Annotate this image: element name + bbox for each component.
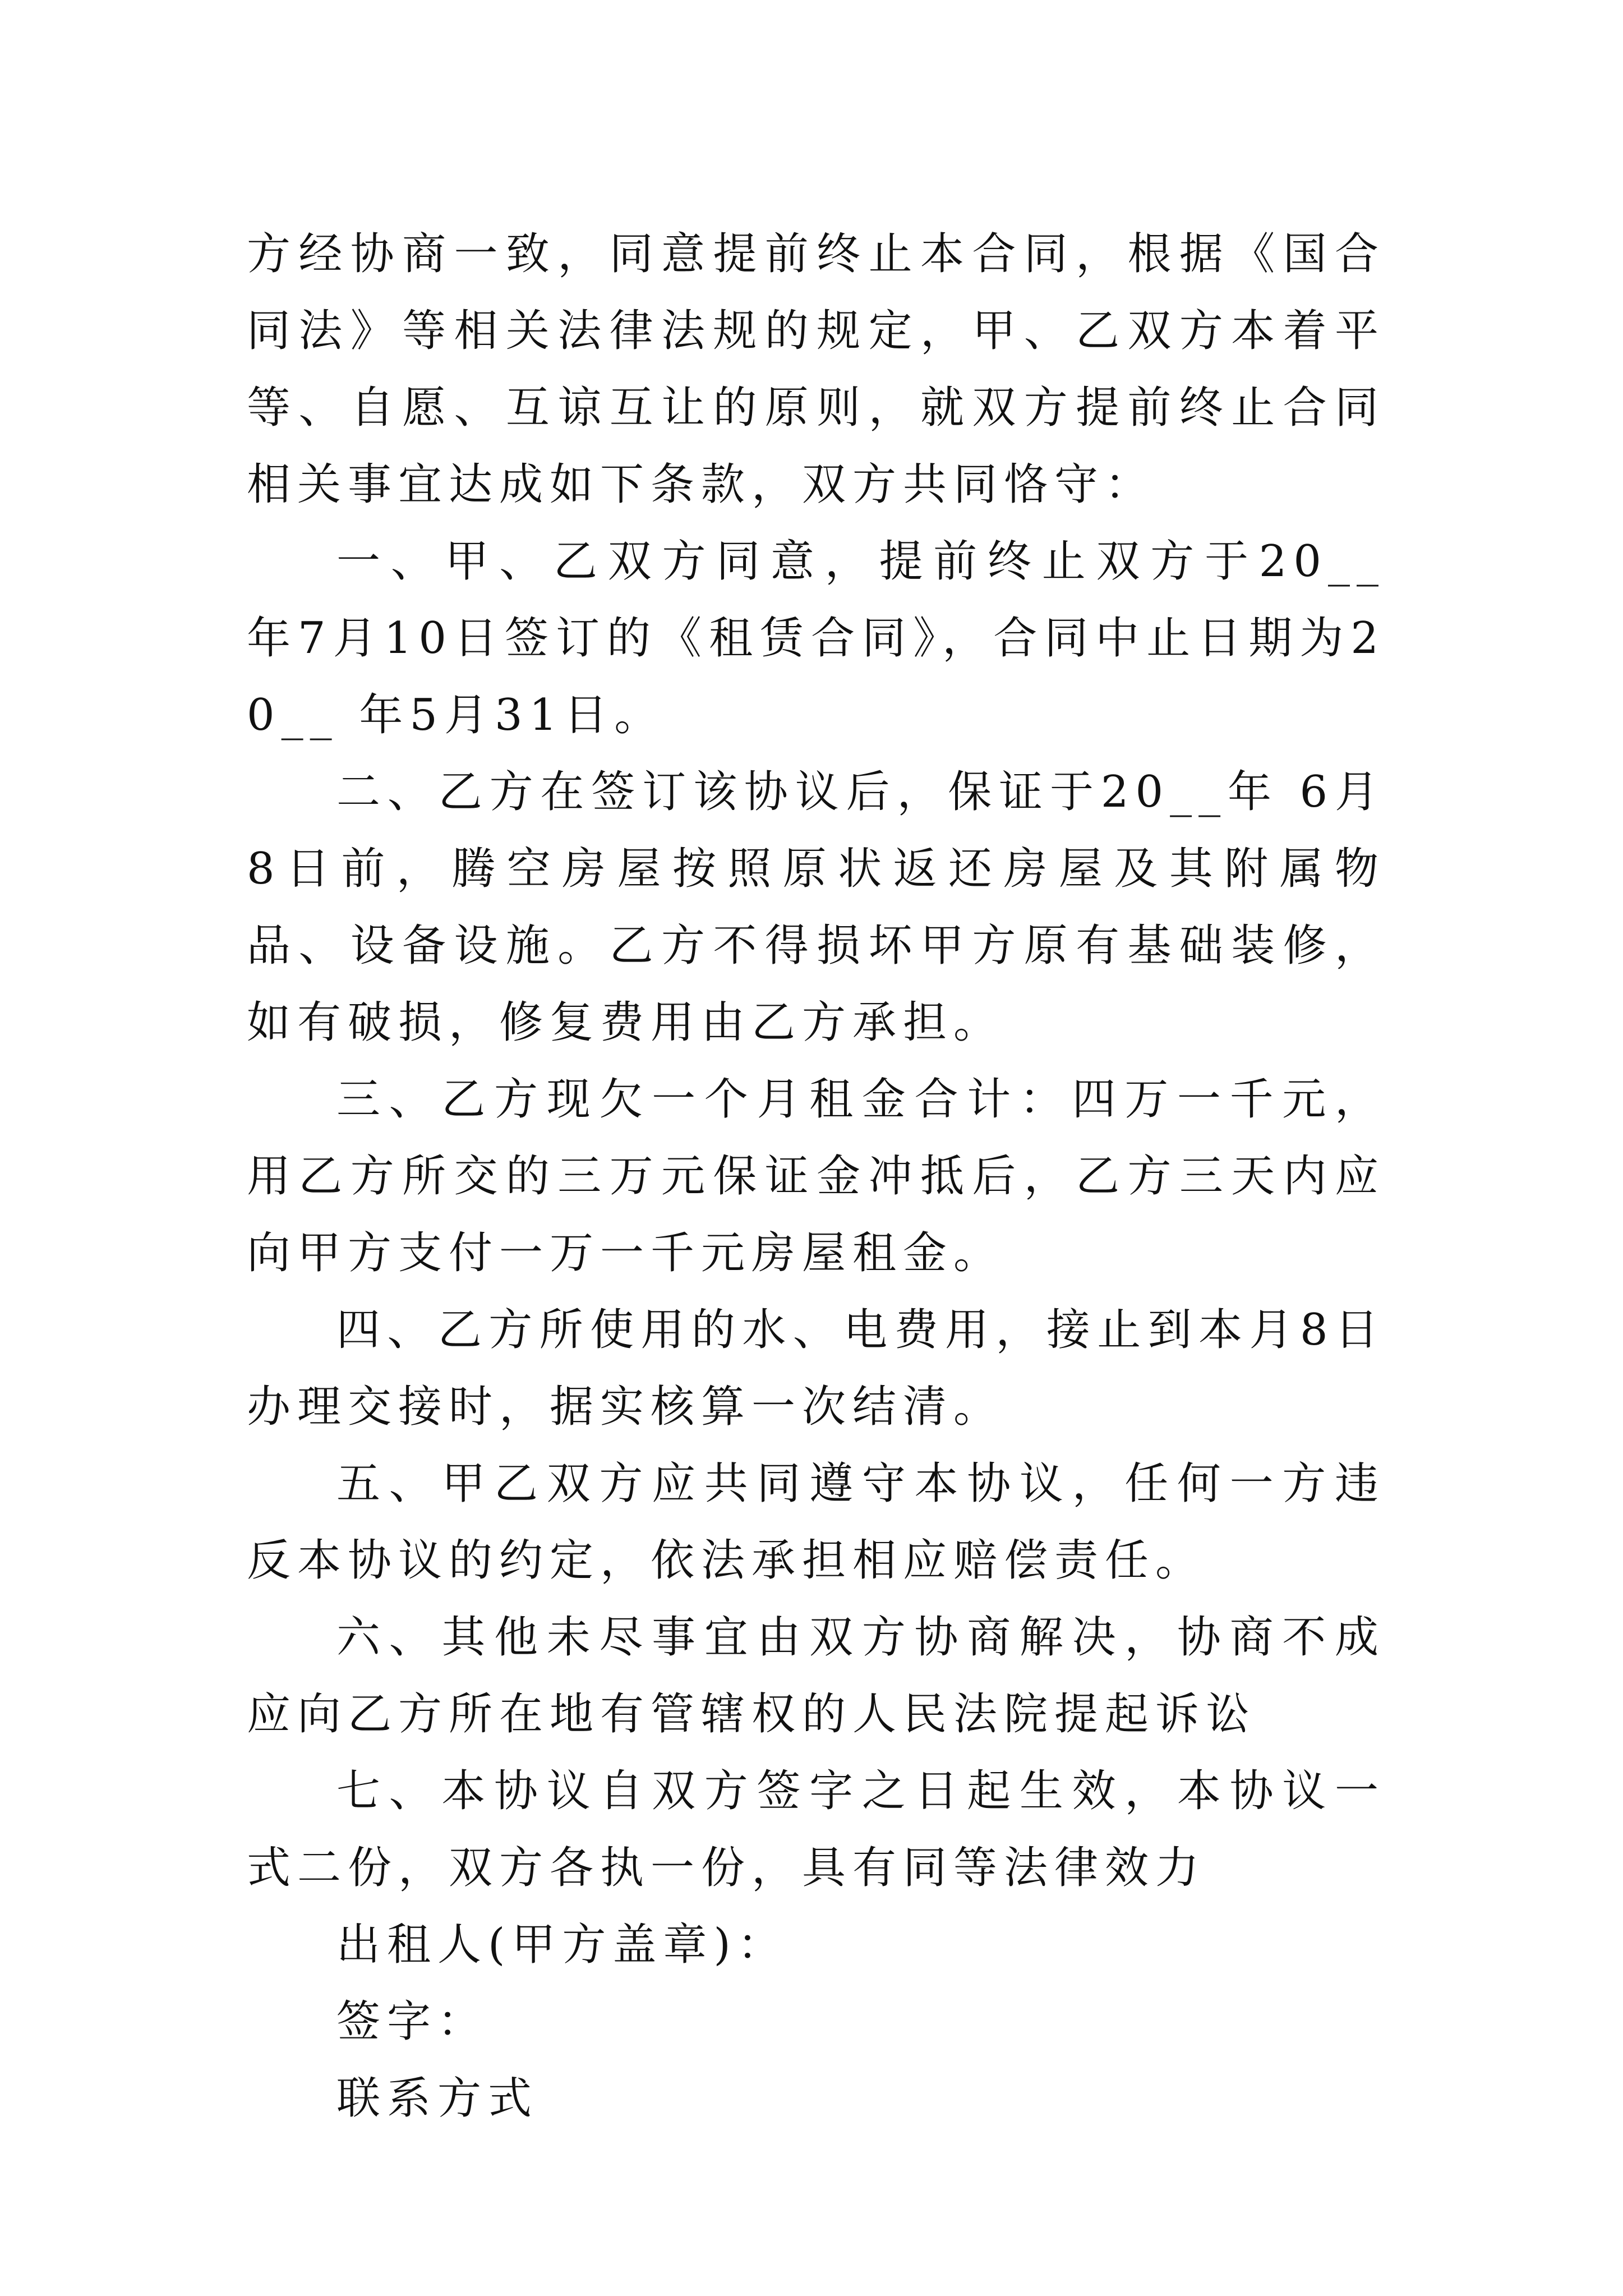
clause-5: 五、甲乙双方应共同遵守本协议，任何一方违反本协议的约定，依法承担相应赔偿责任。: [247, 1458, 1385, 1586]
clause-3: 三、乙方现欠一个月租金合计：四万一千元，用乙方所交的三万元保证金冲抵后，乙方三天内应向甲方支付一万一千元房屋租金。: [247, 1074, 1385, 1278]
intro-paragraph: 方经协商一致，同意提前终止本合同，根据《国合同法》等相关法律法规的规定，甲、乙双方本着平等、自愿、互谅互让的原则，就双方提前终止合同相关事宜达成如下条款，双方共同恪守：: [247, 229, 1385, 510]
document-body: [247, 216, 1385, 2137]
contact-line: 联系方式: [336, 2073, 539, 2124]
clause-7: 七、本协议自双方签字之日起生效，本协议一式二份，双方各执一份，具有同等法律效力: [247, 1766, 1385, 1893]
clause-1: 一、甲、乙双方同意，提前终止双方于20__ 年7月10日签订的《租赁合同》，合同中止日期为20__ 年5月31日。: [247, 536, 1385, 740]
lessor-seal-line: 出租人(甲方盖章)：: [336, 1920, 788, 1970]
clause-4: 四、乙方所使用的水、电费用，接止到本月8日办理交接时，据实核算一次结清。: [247, 1305, 1385, 1432]
clause-2: 二、乙方在签订该协议后，保证于20__年 6月8日前，腾空房屋按照原状返还房屋及其附属物品、设备设施。乙方不得损坏甲方原有基础装修，如有破损，修复费用由乙方承担。: [247, 767, 1385, 1048]
clause-6: 六、其他未尽事宜由双方协商解决，协商不成应向乙方所在地有管辖权的人民法院提起诉讼: [247, 1612, 1385, 1740]
signature-line: 签字：: [336, 1996, 488, 2047]
